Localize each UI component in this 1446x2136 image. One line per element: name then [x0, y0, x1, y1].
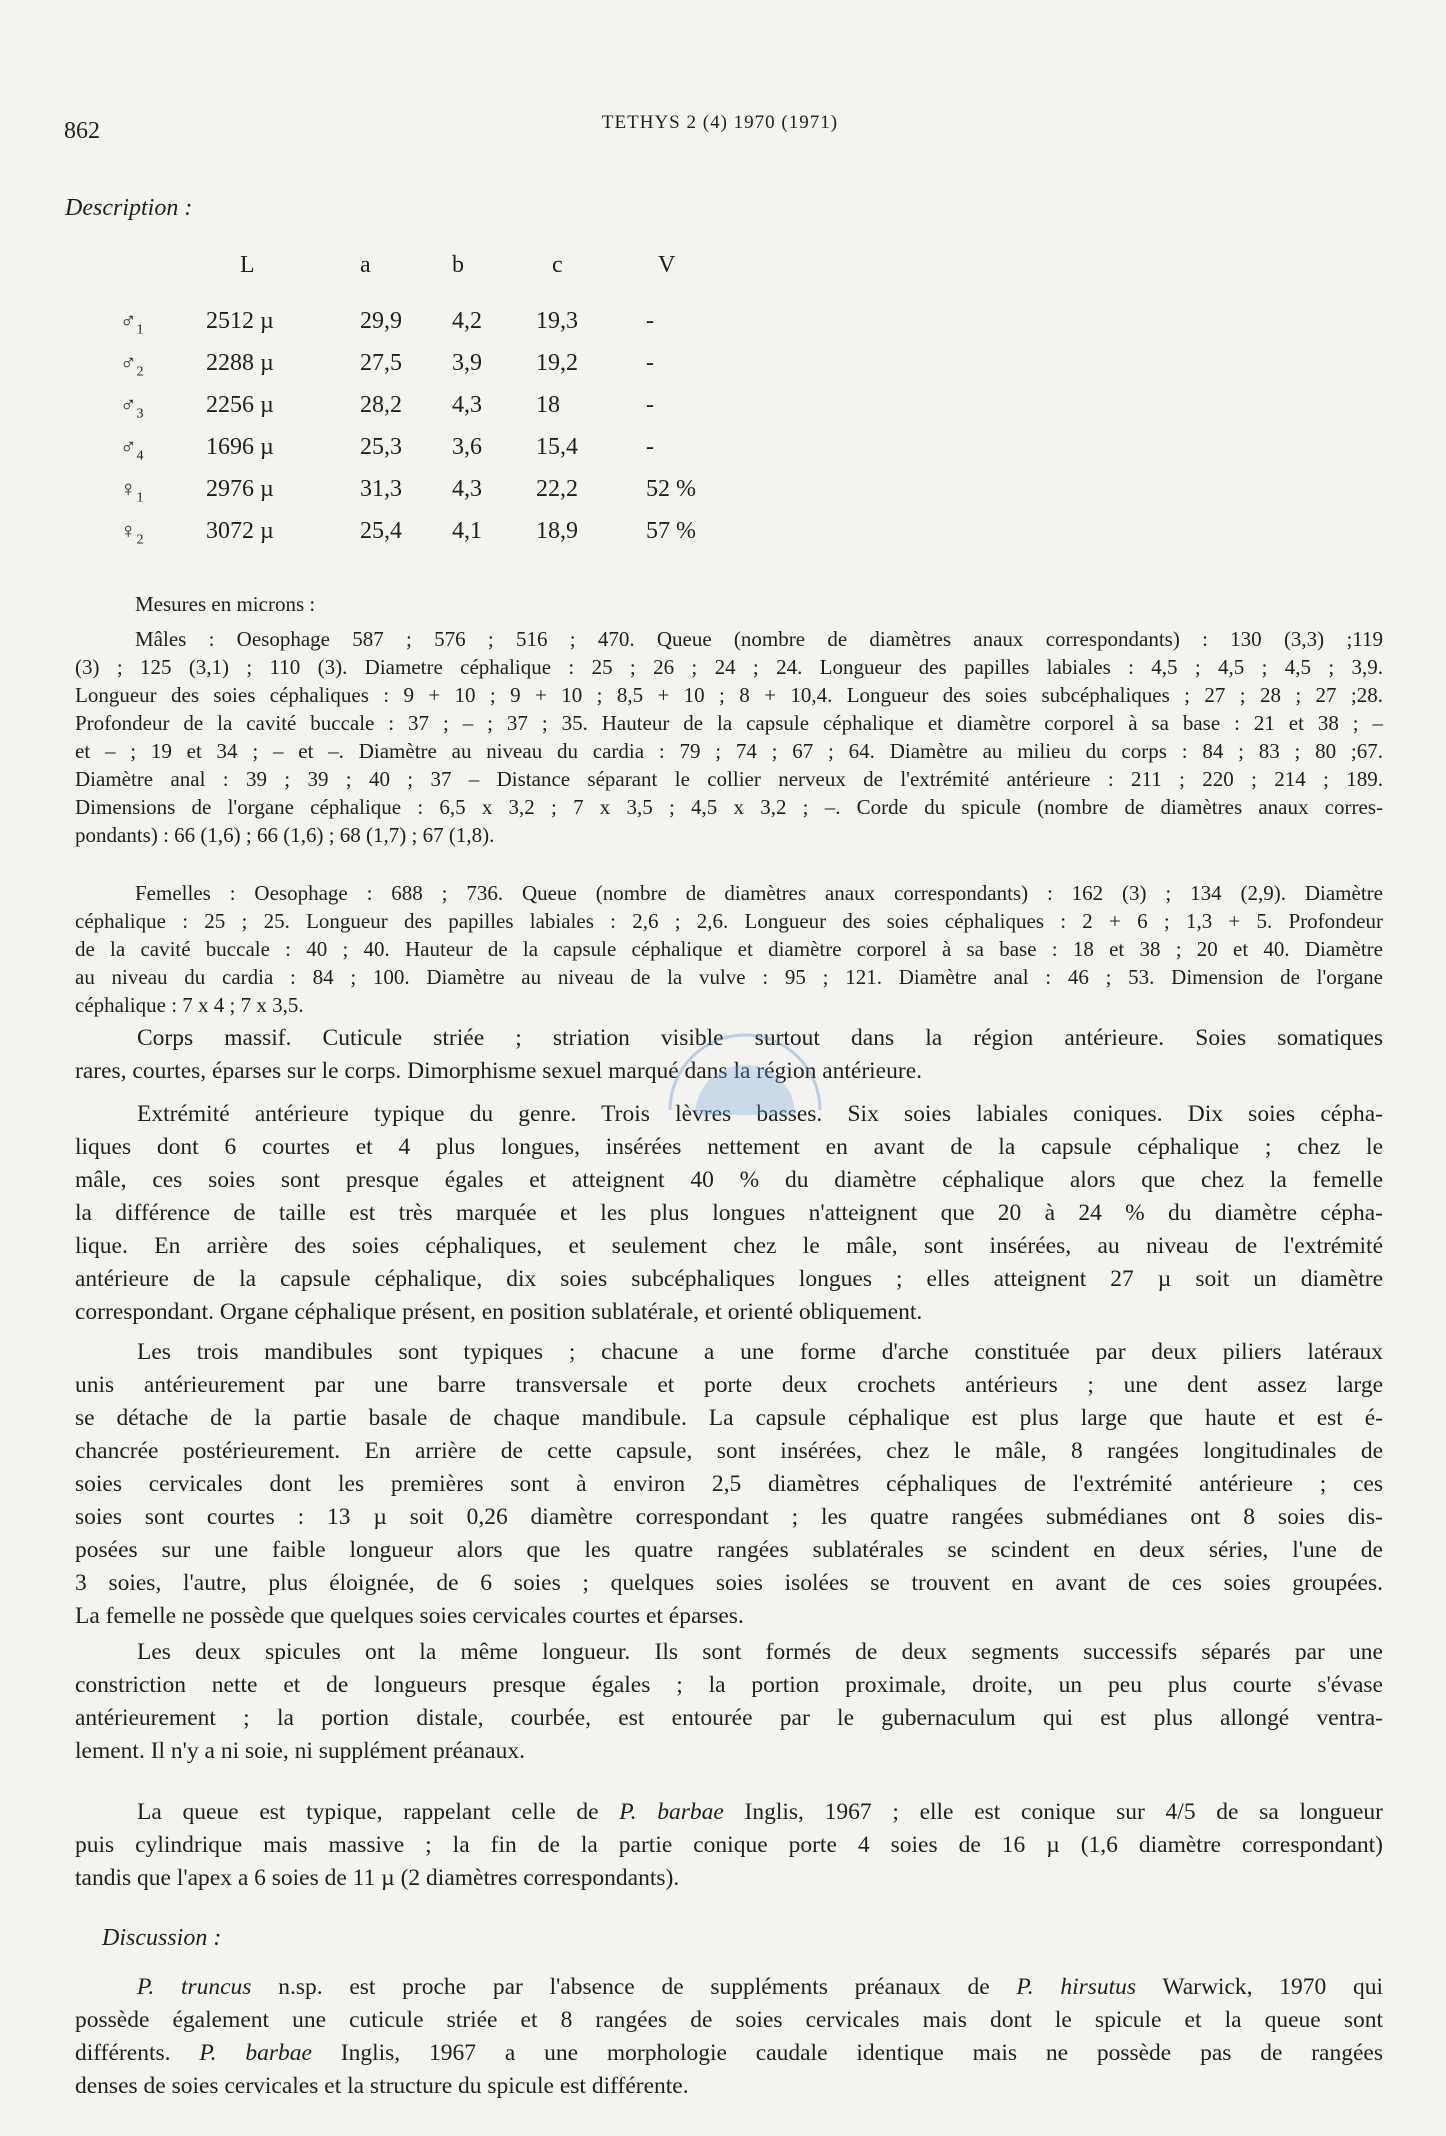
text-segment: La femelle ne possède que quelques soies cervicales courtes et éparses. — [75, 1603, 744, 1629]
text-line — [75, 1098, 1383, 1131]
cell-V: - — [646, 308, 654, 334]
text-line — [75, 1534, 1383, 1567]
males-measures — [75, 625, 1383, 849]
text-segment: lement. Il n'y a ni soie, ni supplément préanaux. — [75, 1738, 525, 1764]
text-line — [75, 1336, 1383, 1369]
sex-symbol: ♀ — [120, 476, 137, 501]
text-line — [75, 1702, 1383, 1735]
text-line: et – ; 19 et 34 ; – et –. Diamètre au niveau du cardia : 79 ; 74 ; 67 ; 64. Diamètre au milieu du corps : 84 ; 83 ; 80 ;67. — [75, 739, 1383, 763]
text-line — [75, 1402, 1383, 1435]
females-measures — [75, 879, 1383, 1019]
table-row — [120, 350, 740, 392]
cell-V: - — [646, 434, 654, 460]
text-line — [75, 1055, 1383, 1088]
cell-a: 28,2 — [360, 392, 402, 418]
text-segment: chancrée postérieurement. En arrière de cette capsule, sont insérées, chez le mâle, 8 rangées longitudinales de — [75, 1438, 1383, 1464]
text-line: Diamètre anal : 39 ; 39 ; 40 ; 37 – Distance séparant le collier nerveux de l'extrémité antérieure : 211 ; 220 ; 214 ; 189. — [75, 767, 1383, 791]
text-line — [75, 1230, 1383, 1263]
text-segment: rares, courtes, éparses sur le corps. Dimorphisme sexuel marqué dans la région antérieure. — [75, 1058, 922, 1084]
text-line — [75, 1435, 1383, 1468]
text-segment: Les trois mandibules sont typiques ; chacune a une forme d'arche constituée par deux piliers latéraux — [137, 1339, 1383, 1365]
text-line — [75, 1197, 1383, 1230]
cell-a: 31,3 — [360, 476, 402, 502]
text-segment: Corps massif. Cuticule striée ; striation visible surtout dans la région antérieure. Soies somatiques — [137, 1025, 1383, 1051]
text-segment: possède également une cuticule striée et 8 rangées de soies cervicales mais dont le spicule et la queue sont — [75, 2007, 1383, 2033]
specimen-index: 4 — [136, 448, 144, 464]
text-line — [75, 2037, 1383, 2070]
text-line — [75, 1468, 1383, 1501]
text-line: Femelles : Oesophage : 688 ; 736. Queue (nombre de diamètres anaux correspondants) : 162 (3) ; 134 (2,9). Diamètre — [135, 881, 1383, 905]
cell-L: 2976 µ — [206, 476, 274, 502]
cell-a: 27,5 — [360, 350, 402, 376]
column-header-b: b — [452, 252, 464, 278]
text-segment: antérieure de la capsule céphalique, dix soies subcéphaliques longues ; elles atteignent 27 µ soit un diamètre — [75, 1266, 1383, 1292]
text-line: Dimensions de l'organe céphalique : 6,5 x 3,2 ; 7 x 3,5 ; 4,5 x 3,2 ; –. Corde du spicule (nombre de diamètres anaux corres- — [75, 795, 1383, 819]
cell-b: 4,1 — [452, 518, 482, 544]
text-segment: se détache de la partie basale de chaque mandibule. La capsule céphalique est plus large que haute et est é- — [75, 1405, 1383, 1431]
specimen-index: 3 — [136, 406, 144, 422]
cell-c: 18 — [536, 392, 560, 418]
table-row — [120, 392, 740, 434]
specimen-label — [120, 476, 144, 506]
table-header — [120, 252, 740, 308]
cell-L: 2512 µ — [206, 308, 274, 334]
text-line — [75, 1600, 1383, 1633]
text-segment: puis cylindrique mais massive ; la fin de la partie conique porte 4 soies de 16 µ (1,6 diamètre correspondant) — [75, 1832, 1383, 1858]
text-line — [75, 1636, 1383, 1669]
text-line — [75, 1735, 1383, 1768]
cell-a: 25,3 — [360, 434, 402, 460]
table-row — [120, 476, 740, 518]
sex-symbol: ♀ — [120, 518, 137, 543]
cell-V: - — [646, 392, 654, 418]
cell-V: 52 % — [646, 476, 696, 502]
text-line — [75, 1369, 1383, 1402]
cell-L: 2288 µ — [206, 350, 274, 376]
text-line: Profondeur de la cavité buccale : 37 ; – ; 37 ; 35. Hauteur de la capsule céphalique et diamètre corporel à sa base : 21 et 38 ; – — [75, 711, 1383, 735]
page-number: 862 — [64, 118, 100, 144]
body-paragraph — [75, 1336, 1383, 1633]
column-header-L: L — [240, 252, 255, 278]
cell-a: 29,9 — [360, 308, 402, 334]
text-segment: Inglis, 1967 a une morphologie caudale identique mais ne possède pas de rangées — [311, 2040, 1383, 2066]
specimen-index: 1 — [136, 322, 144, 338]
cell-b: 3,9 — [452, 350, 482, 376]
text-line — [75, 1164, 1383, 1197]
column-header-a: a — [360, 252, 371, 278]
text-line — [75, 1796, 1383, 1829]
sex-symbol: ♂ — [120, 434, 137, 459]
specimen-label — [120, 392, 144, 422]
cell-c: 19,2 — [536, 350, 578, 376]
text-line — [75, 1971, 1383, 2004]
table-row — [120, 518, 740, 560]
text-line: céphalique : 7 x 4 ; 7 x 3,5. — [75, 993, 304, 1017]
text-line: de la cavité buccale : 40 ; 40. Hauteur de la capsule céphalique et diamètre corporel à sa base : 18 et 38 ; 20 et 40. Diamètre — [75, 937, 1383, 961]
text-segment: mâle, ces soies sont presque égales et atteignent 40 % du diamètre céphalique alors que chez la femelle — [75, 1167, 1383, 1193]
text-segment: soies sont courtes : 13 µ soit 0,26 diamètre correspondant ; les quatre rangées submédianes ont 8 soies dis- — [75, 1504, 1383, 1530]
text-segment: Warwick, 1970 qui — [1136, 1974, 1384, 2000]
discussion-paragraph — [75, 1971, 1383, 2103]
cell-L: 3072 µ — [206, 518, 274, 544]
text-segment: lique. En arrière des soies céphaliques, et seulement chez le mâle, sont insérées, au niveau de l'extrémité — [75, 1233, 1383, 1259]
text-segment: correspondant. Organe céphalique présent, en position sublatérale, et orienté obliquement. — [75, 1299, 923, 1325]
text-line — [75, 2070, 1383, 2103]
text-segment: Les deux spicules ont la même longueur. Ils sont formés de deux segments successifs séparés par une — [137, 1639, 1383, 1665]
sex-symbol: ♂ — [120, 308, 137, 333]
text-line — [75, 1829, 1383, 1862]
text-segment: unis antérieurement par une barre transversale et porte deux crochets antérieurs ; une dent assez large — [75, 1372, 1383, 1398]
text-line: (3) ; 125 (3,1) ; 110 (3). Diametre céphalique : 25 ; 26 ; 24 ; 24. Longueur des papilles labiales : 4,5 ; 4,5 ; 4,5 ; 3,9. — [75, 655, 1383, 679]
text-line — [75, 1501, 1383, 1534]
specimen-label — [120, 350, 144, 380]
measurements-table — [120, 252, 740, 560]
text-line: au niveau du cardia : 84 ; 100. Diamètre au niveau de la vulve : 95 ; 121. Diamètre anal : 46 ; 53. Dimension de l'organe — [75, 965, 1383, 989]
text-segment: denses de soies cervicales et la structure du spicule est différente. — [75, 2073, 689, 2099]
body-paragraph — [75, 1022, 1383, 1088]
text-line — [75, 2004, 1383, 2037]
cell-c: 15,4 — [536, 434, 578, 460]
text-segment: antérieurement ; la portion distale, courbée, est entourée par le gubernaculum qui est plus allongé ventra- — [75, 1705, 1383, 1731]
text-line — [75, 1296, 1383, 1329]
specimen-label — [120, 518, 144, 548]
body-paragraph — [75, 1796, 1383, 1895]
text-line — [75, 1263, 1383, 1296]
specimen-label — [120, 434, 144, 464]
text-segment: 3 soies, l'autre, plus éloignée, de 6 soies ; quelques soies isolées se trouvent en avant de ces soies groupées. — [75, 1570, 1383, 1596]
cell-L: 1696 µ — [206, 434, 274, 460]
taxon-name: P. barbae — [619, 1799, 724, 1825]
taxon-name: P. hirsutus — [1016, 1974, 1137, 2000]
measures-heading: Mesures en microns : — [135, 592, 316, 616]
text-segment: Inglis, 1967 ; elle est conique sur 4/5 de sa longueur — [723, 1799, 1384, 1825]
cell-c: 19,3 — [536, 308, 578, 334]
cell-a: 25,4 — [360, 518, 402, 544]
text-segment: liques dont 6 courtes et 4 plus longues, insérées nettement en avant de la capsule céphalique ; chez le — [75, 1134, 1383, 1160]
table-row — [120, 434, 740, 476]
text-line — [75, 1022, 1383, 1055]
cell-V: 57 % — [646, 518, 696, 544]
specimen-label — [120, 308, 144, 338]
text-segment: soies cervicales dont les premières sont à environ 2,5 diamètres céphaliques de l'extrémité antérieure ; ces — [75, 1471, 1383, 1497]
body-paragraph — [75, 1636, 1383, 1768]
specimen-index: 2 — [136, 364, 144, 380]
text-segment: la différence de taille est très marquée et les plus longues n'atteignent que 20 à 24 % du diamètre cépha- — [75, 1200, 1383, 1226]
column-header-V: V — [658, 252, 676, 278]
text-segment: posées sur une faible longueur alors que les quatre rangées sublatérales se scindent en deux séries, l'une de — [75, 1537, 1383, 1563]
discussion-heading: Discussion : — [102, 1925, 222, 1951]
body-paragraph — [75, 1098, 1383, 1329]
cell-b: 3,6 — [452, 434, 482, 460]
text-line — [75, 1567, 1383, 1600]
text-line — [75, 1862, 1383, 1895]
text-segment: n.sp. est proche par l'absence de suppléments préanaux de — [251, 1974, 1017, 2000]
taxon-name: P. truncus — [137, 1974, 252, 2000]
text-line — [75, 1131, 1383, 1164]
specimen-index: 1 — [136, 490, 144, 506]
text-segment: différents. — [75, 2040, 200, 2066]
specimen-index: 2 — [136, 532, 144, 548]
cell-V: - — [646, 350, 654, 376]
description-heading: Description : — [65, 195, 193, 221]
text-line — [75, 1669, 1383, 1702]
text-line: Longueur des soies céphaliques : 9 + 10 ; 9 + 10 ; 8,5 + 10 ; 8 + 10,4. Longueur des soies subcéphaliques ; 27 ; 28 ; 27 ;28. — [75, 683, 1383, 707]
table-row — [120, 308, 740, 350]
cell-b: 4,2 — [452, 308, 482, 334]
taxon-name: P. barbae — [199, 2040, 312, 2066]
column-header-c: c — [552, 252, 563, 278]
text-segment: Extrémité antérieure typique du genre. Trois lèvres basses. Six soies labiales coniques. Dix soies cépha- — [137, 1101, 1383, 1127]
text-segment: tandis que l'apex a 6 soies de 11 µ (2 diamètres correspondants). — [75, 1865, 680, 1891]
cell-b: 4,3 — [452, 392, 482, 418]
text-line: pondants) : 66 (1,6) ; 66 (1,6) ; 68 (1,7) ; 67 (1,8). — [75, 823, 495, 847]
sex-symbol: ♂ — [120, 350, 137, 375]
text-segment: constriction nette et de longueurs presque égales ; la portion proximale, droite, un peu plus courte s'évase — [75, 1672, 1383, 1698]
main-text — [75, 1022, 1383, 2103]
text-line: céphalique : 25 ; 25. Longueur des papilles labiales : 2,6 ; 2,6. Longueur des soies céphaliques : 2 + 6 ; 1,3 + 5. Profondeur — [75, 909, 1383, 933]
text-line: Mâles : Oesophage 587 ; 576 ; 516 ; 470. Queue (nombre de diamètres anaux correspondants) : 130 (3,3) ;119 — [135, 627, 1383, 651]
sex-symbol: ♂ — [120, 392, 137, 417]
cell-L: 2256 µ — [206, 392, 274, 418]
running-head: TETHYS 2 (4) 1970 (1971) — [601, 112, 839, 133]
cell-c: 22,2 — [536, 476, 578, 502]
text-segment: La queue est typique, rappelant celle de — [137, 1799, 620, 1825]
cell-c: 18,9 — [536, 518, 578, 544]
cell-b: 4,3 — [452, 476, 482, 502]
